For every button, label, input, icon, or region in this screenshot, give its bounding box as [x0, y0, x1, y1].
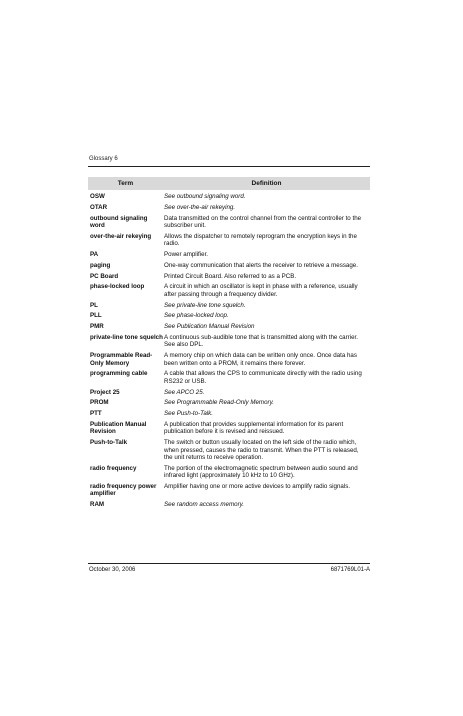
glossary-term: radio frequency	[90, 464, 137, 472]
table-row	[88, 260, 370, 271]
table-row	[88, 387, 370, 398]
glossary-definition: A circuit in which an oscillator is kept in phase with a reference, usually after passing through a frequency divider.	[164, 283, 358, 298]
definition-column-header: Definition	[163, 177, 370, 190]
table-row	[88, 398, 370, 409]
glossary-definition: A memory chip on which data can be written only once. Once data has been written onto a PROM, it remains there forever.	[164, 352, 357, 367]
glossary-definition: A cable that allows the CPS to communicate directly with the radio using RS232 or USB.	[164, 370, 362, 385]
glossary-definition: Amplifier having one or more active devices to amplify radio signals.	[164, 483, 351, 490]
glossary-term: PC Board	[90, 272, 119, 280]
table-row	[88, 213, 370, 231]
table-row	[88, 419, 370, 437]
table-row	[88, 438, 370, 464]
table-row	[88, 282, 370, 300]
glossary-definition: See outbound signaling word.	[164, 193, 246, 200]
table-row	[88, 249, 370, 260]
glossary-definition: See Push-to-Talk.	[164, 410, 213, 418]
glossary-definition: See over-the-air rekeying.	[164, 203, 236, 211]
table-header-row	[88, 177, 370, 190]
footer-date: October 30, 2006	[89, 567, 136, 573]
glossary-definition: See random access memory.	[164, 501, 245, 509]
glossary-term: PMR	[90, 323, 104, 331]
glossary-term: PTT	[90, 410, 102, 418]
table-row	[88, 271, 370, 282]
term-column-header: Term	[88, 177, 163, 190]
glossary-term: OSW	[90, 193, 105, 200]
table-row	[88, 500, 370, 511]
table-row	[88, 332, 370, 350]
glossary-definition: Printed Circuit Board. Also referred to as a PCB.	[164, 272, 297, 280]
glossary-definition: See private-line tone squelch.	[164, 301, 246, 309]
table-row	[88, 311, 370, 322]
glossary-term: PL	[90, 301, 98, 309]
glossary-term: Push-to-Talk	[90, 439, 128, 447]
glossary-term: Programmable Read-Only Memory	[90, 352, 153, 367]
table-row	[88, 202, 370, 213]
glossary-term: PA	[90, 251, 99, 258]
glossary-definition: The portion of the electromagnetic spectrum between audio sound and infrared light (approximately 10 kHz to 10 GHz).	[164, 464, 358, 480]
glossary-term: PROM	[90, 399, 109, 407]
glossary-term: radio frequency power amplifier	[90, 483, 157, 498]
glossary-definition: Allows the dispatcher to remotely reprogram the encryption keys in the radio.	[164, 232, 357, 248]
table-row	[88, 481, 370, 499]
glossary-table	[88, 177, 370, 510]
glossary-term: over-the-air rekeying	[90, 232, 152, 240]
table-row	[88, 463, 370, 481]
table-row	[88, 322, 370, 333]
glossary-definition: See APCO 25.	[164, 388, 205, 396]
glossary-definition: One-way communication that alerts the receiver to retrieve a message.	[164, 261, 358, 269]
glossary-term: Publication Manual Revision	[90, 420, 147, 436]
table-row	[88, 231, 370, 249]
table-row	[88, 190, 370, 202]
table-row	[88, 369, 370, 387]
glossary-definition: See phase-locked loop.	[164, 312, 229, 320]
glossary-definition: A continuous sub-audible tone that is transmitted along with the carrier. See also DPL.	[164, 333, 358, 349]
glossary-definition: A publication that provides supplemental information for its parent publication before it is revised and reissued.	[164, 420, 344, 436]
glossary-definition: Power amplifier.	[164, 251, 209, 258]
glossary-term: RAM	[90, 501, 105, 509]
section-header: Glossary 6	[89, 156, 118, 162]
footer-divider	[88, 563, 370, 564]
glossary-term: PLL	[90, 312, 102, 320]
glossary-term: phase-locked loop	[90, 283, 145, 291]
table-row	[88, 351, 370, 369]
glossary-term: OTAR	[90, 203, 108, 211]
glossary-term: Project 25	[90, 388, 120, 396]
glossary-definition: Data transmitted on the control channel from the central controller to the subscriber unit.	[164, 214, 362, 229]
header-divider	[88, 166, 370, 167]
glossary-rows	[88, 190, 370, 510]
glossary-term: programming cable	[90, 370, 148, 378]
glossary-definition: See Publication Manual Revision	[164, 323, 255, 331]
footer-doc-number: 6871769L01-A	[330, 567, 370, 573]
table-row	[88, 409, 370, 420]
glossary-definition: See Programmable Read-Only Memory.	[164, 399, 274, 407]
table-row	[88, 300, 370, 311]
glossary-definition: The switch or button usually located on the left side of the radio which, when pressed, causes the radio to transmit. When the PTT is released, the unit returns to receive operation.	[164, 439, 359, 461]
glossary-term: paging	[90, 261, 111, 269]
glossary-term: outbound signaling word	[90, 214, 148, 229]
glossary-term: private-line tone squelch	[90, 333, 163, 341]
